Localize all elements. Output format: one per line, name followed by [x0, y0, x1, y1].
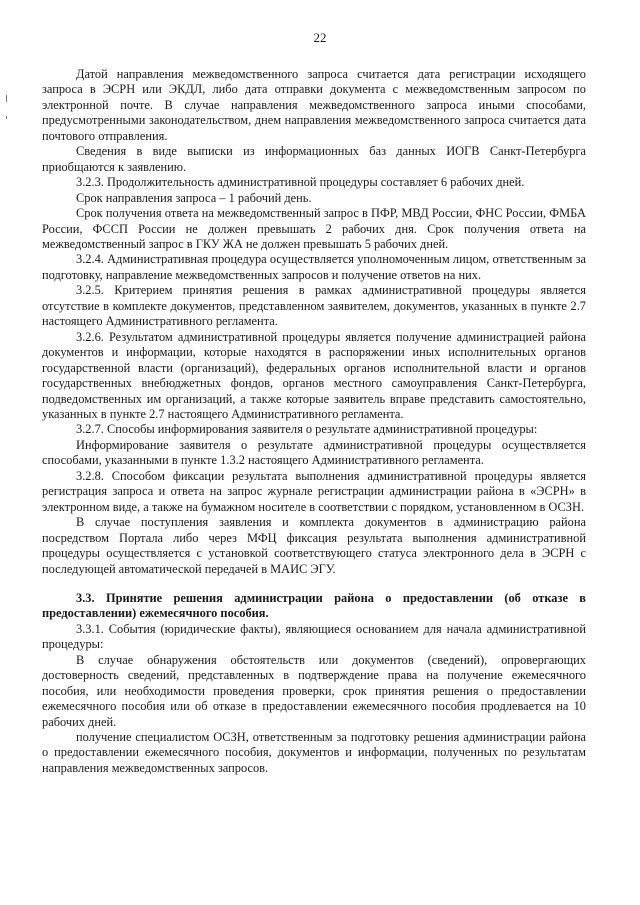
paragraph-3-2-3: 3.2.3. Продолжительность административной процедуры составляет 6 рабочих дней.	[76, 175, 525, 190]
page-number: 22	[313, 30, 327, 45]
paragraph-3-2-4: 3.2.4. Административная процедура осуществляется уполномоченным лицом, ответственным за подготовку, направление межведомственных запросов и получение ответов на них.	[42, 252, 586, 282]
paragraph-receipt: получение специалистом ОСЗН, ответственным за подготовку решения администрации района о предоставлении ежемесячного пособия, документов и информации, полученных по результатам направления межведомственных запросов.	[42, 730, 586, 775]
paragraph-verification: В случае обнаружения обстоятельств или документов (сведений), опровергающих достоверность сведений, представленных в подтверждение права на получение ежемесячного пособия, или необходимости проведения проверки, срок принятия решения о предоставлении ежемесячного пособия или об отказе в предоставлении ежемесячного пособия продлевается на 10 рабочих дней.	[42, 652, 586, 729]
paragraph-3-2-5: 3.2.5. Критерием принятия решения в рамках административной процедуры является отсутствие в комплекте документов, представленном заявителем, документов, указанных в пункте 2.7 настоящего Административного регламента.	[42, 283, 586, 329]
paragraph-response-term: Срок получения ответа на межведомственный запрос в ПФР, МВД России, ФНС России, ФМБА России, ФССП России не должен превышать 2 рабочих дня. Срок получения ответа на межведомственный запрос в ГКУ ЖА не должен превышать 5 рабочих дней.	[42, 206, 586, 251]
paragraph-3-2-8: 3.2.8. Способом фиксации результата выполнения административной процедуры является регистрация запроса и ответа на запрос журнале регистрации администрации района в «ЭСРН» в электронном виде, а также на бумажном носителе в соответствии с порядком, установленном в ОСЗН.	[42, 468, 586, 514]
paragraph-request-term: Срок направления запроса – 1 рабочий день.	[76, 190, 312, 205]
margin-mark	[6, 95, 7, 102]
paragraph-3-2-6: 3.2.6. Результатом административной процедуры является получение администрацией района документов и информации, которые находятся в распоряжении иных исполнительных органов государственной власти (организаций), федеральных органов исполнительной власти и органов государственных внебюджетных фондов, органов местного самоуправления Санкт-Петербурга, подведомственных им организаций, а также которые заявитель вправе представить самостоятельно, указанных в пункте 2.7 настоящего Административного регламента.	[42, 329, 586, 421]
margin-mark	[6, 116, 7, 119]
paragraph-3-3-1: 3.3.1. События (юридические факты), являющиеся основанием для начала административной процедуры:	[42, 621, 586, 652]
section-gap	[42, 577, 586, 591]
document-body	[42, 67, 586, 776]
paragraph-request-date: Датой направления межведомственного запроса считается дата регистрации исходящего запроса в ЭСРН или ЭКДЛ, либо дата отправки документа с межведомственным запросом по электронной почте. В случае направления межведомственного запроса иными способами, предусмотренными законодательством, днем направления межведомственного запроса считается дата почтового отправления.	[42, 67, 586, 143]
paragraph-informing: Информирование заявителя о результате административной процедуры осуществляется способами, указанными в пункте 1.3.2 настоящего Административного регламента.	[42, 437, 586, 468]
paragraph-3-2-7: 3.2.7. Способы информирования заявителя о результате административной процедуры:	[76, 422, 538, 437]
section-heading-3-3: 3.3. Принятие решения администрации района о предоставлении (об отказе в предоставлении) ежемесячного пособия.	[42, 590, 586, 621]
paragraph-portal-mfc: В случае поступления заявления и комплекта документов в администрацию района посредством Портала либо через МФЦ фиксация результата выполнения административной процедуры осуществляется с установкой соответствующего статуса электронного дела в ЭСРН с последующей автоматической передачей в МАИС ЭГУ.	[42, 515, 586, 576]
paragraph-extract-info: Сведения в виде выписки из информационных баз данных ИОГВ Санкт-Петербурга приобщаются к заявлению.	[42, 144, 586, 174]
